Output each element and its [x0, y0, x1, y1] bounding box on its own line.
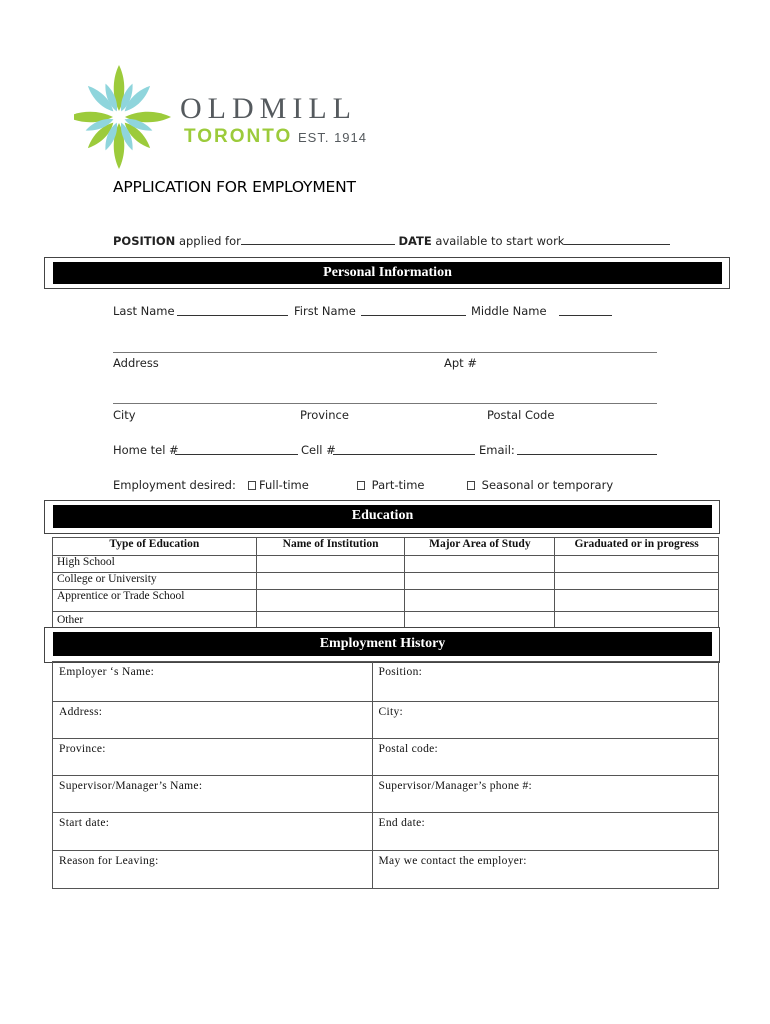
- city-label: City: [113, 408, 136, 422]
- last-name-label: Last Name: [113, 304, 175, 318]
- middle-name-field[interactable]: [559, 305, 612, 316]
- supervisor-name-label: Supervisor/Manager’s Name:: [59, 780, 203, 792]
- major-cell[interactable]: [405, 590, 555, 612]
- education-table: [52, 537, 719, 630]
- position-label: POSITION: [113, 234, 176, 248]
- table-row: [53, 739, 719, 776]
- position-label: Position:: [378, 666, 423, 678]
- page-title: APPLICATION FOR EMPLOYMENT: [113, 178, 356, 196]
- position-date-line: [113, 234, 670, 248]
- employer-province-cell[interactable]: [53, 739, 373, 776]
- home-tel-label: Home tel #: [113, 443, 179, 457]
- employer-address-label: Address:: [59, 706, 103, 718]
- education-heading: Education: [53, 505, 712, 528]
- date-label: DATE: [398, 234, 432, 248]
- email-field[interactable]: [517, 444, 657, 455]
- institution-cell[interactable]: [256, 590, 405, 612]
- table-row: [53, 851, 719, 889]
- col-major-area: Major Area of Study: [405, 538, 555, 556]
- institution-cell[interactable]: [256, 556, 405, 573]
- full-time-checkbox[interactable]: [248, 481, 256, 490]
- position-cell[interactable]: [372, 662, 718, 702]
- employment-history-heading: Employment History: [53, 632, 712, 656]
- table-row: [53, 590, 719, 612]
- end-date-cell[interactable]: [372, 813, 718, 851]
- graduated-cell[interactable]: [555, 573, 719, 590]
- education-type: Apprentice or Trade School: [53, 590, 257, 612]
- position-suffix: applied for: [178, 234, 241, 248]
- education-type: Other: [53, 612, 257, 630]
- cell-field[interactable]: [333, 444, 475, 455]
- col-name-of-institution: Name of Institution: [256, 538, 405, 556]
- start-date-cell[interactable]: [53, 813, 373, 851]
- education-type: College or University: [53, 573, 257, 590]
- cell-label: Cell #: [301, 443, 336, 457]
- supervisor-name-cell[interactable]: [53, 776, 373, 813]
- institution-cell[interactable]: [256, 573, 405, 590]
- education-type: High School: [53, 556, 257, 573]
- employer-city-cell[interactable]: [372, 702, 718, 739]
- employer-address-cell[interactable]: [53, 702, 373, 739]
- middle-name-label: Middle Name: [471, 304, 547, 318]
- postal-code-label: Postal Code: [487, 408, 555, 422]
- position-field[interactable]: [241, 234, 395, 245]
- employment-table: [52, 661, 719, 889]
- address-field[interactable]: [113, 352, 657, 353]
- reason-leaving-label: Reason for Leaving:: [59, 855, 159, 867]
- option-full-time[interactable]: [248, 478, 309, 492]
- table-row: [53, 702, 719, 739]
- supervisor-phone-label: Supervisor/Manager’s phone #:: [378, 780, 533, 792]
- graduated-cell[interactable]: [555, 590, 719, 612]
- option-seasonal[interactable]: [467, 478, 613, 492]
- major-cell[interactable]: [405, 573, 555, 590]
- personal-info-heading: Personal Information: [53, 262, 722, 284]
- brand-city: TORONTO: [184, 126, 293, 147]
- employer-province-label: Province:: [59, 743, 106, 755]
- table-row: [53, 813, 719, 851]
- brand-name: OLDMILL: [180, 92, 357, 125]
- employer-name-cell[interactable]: [53, 662, 373, 702]
- employer-postal-cell[interactable]: [372, 739, 718, 776]
- first-name-label: First Name: [294, 304, 356, 318]
- option-part-time[interactable]: [357, 478, 425, 492]
- date-suffix: available to start work: [435, 234, 565, 248]
- date-field[interactable]: [564, 234, 670, 245]
- start-date-label: Start date:: [59, 817, 110, 829]
- employer-name-label: Employer ‘s Name:: [59, 666, 155, 678]
- table-row: [53, 556, 719, 573]
- seasonal-label: Seasonal or temporary: [481, 478, 614, 492]
- major-cell[interactable]: [405, 556, 555, 573]
- email-label: Email:: [479, 443, 515, 457]
- table-row: [53, 776, 719, 813]
- full-time-label: Full-time: [259, 478, 309, 492]
- supervisor-phone-cell[interactable]: [372, 776, 718, 813]
- col-type-of-education: Type of Education: [53, 538, 257, 556]
- brand-established: EST. 1914: [298, 130, 367, 145]
- part-time-checkbox[interactable]: [357, 481, 365, 490]
- reason-leaving-cell[interactable]: [53, 851, 373, 889]
- education-header-row: [53, 538, 719, 556]
- end-date-label: End date:: [378, 817, 425, 829]
- part-time-label: Part-time: [371, 478, 425, 492]
- col-graduated: Graduated or in progress: [555, 538, 719, 556]
- table-row: [53, 662, 719, 702]
- table-row: [53, 573, 719, 590]
- may-contact-label: May we contact the employer:: [378, 855, 527, 867]
- province-label: Province: [300, 408, 349, 422]
- apt-label: Apt #: [444, 356, 477, 370]
- address-label: Address: [113, 356, 159, 370]
- first-name-field[interactable]: [361, 305, 466, 316]
- may-contact-cell[interactable]: [372, 851, 718, 889]
- graduated-cell[interactable]: [555, 556, 719, 573]
- employment-desired-label: Employment desired:: [113, 478, 236, 492]
- home-tel-field[interactable]: [175, 444, 298, 455]
- seasonal-checkbox[interactable]: [467, 481, 475, 490]
- employer-city-label: City:: [378, 706, 404, 718]
- last-name-field[interactable]: [177, 305, 288, 316]
- employer-postal-label: Postal code:: [378, 743, 439, 755]
- city-field[interactable]: [113, 403, 657, 404]
